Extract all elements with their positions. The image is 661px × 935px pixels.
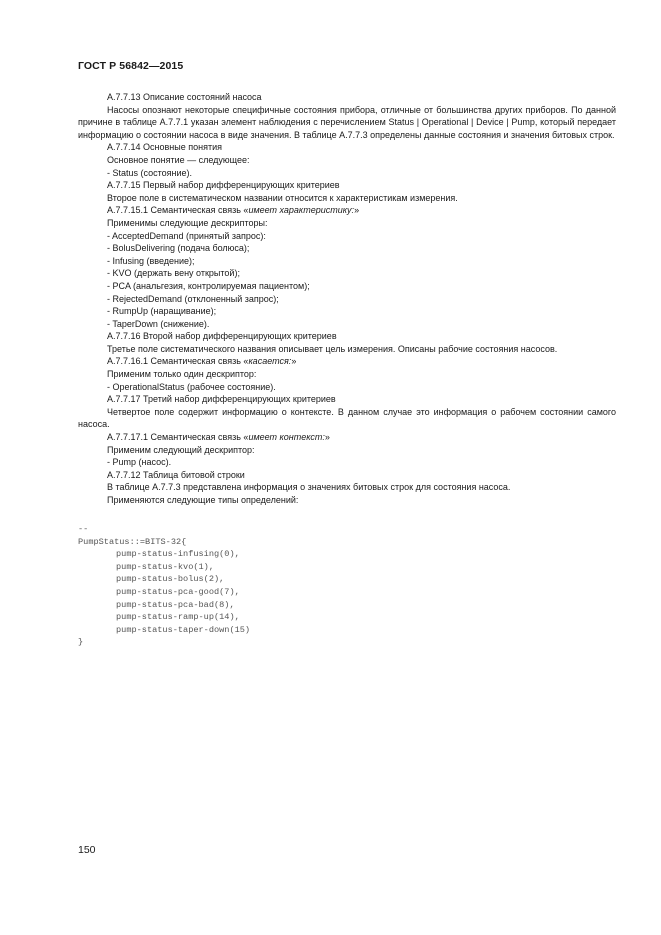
paragraph: A.7.7.16 Второй набор дифференцирующих критериев <box>107 331 337 342</box>
paragraph: Применим только один дескриптор: <box>107 369 257 380</box>
paragraph: A.7.7.15 Первый набор дифференцирующих критериев <box>107 180 340 191</box>
list-item: - KVO (держать вену открытой); <box>107 268 240 279</box>
paragraph: A.7.7.17 Третий набор дифференцирующих критериев <box>107 394 336 405</box>
paragraph: A.7.7.12 Таблица битовой строки <box>107 469 245 480</box>
paragraph: Применим следующий дескриптор: <box>107 444 255 455</box>
code-item: pump-status-pca-good(7), <box>116 586 240 597</box>
document-header: ГОСТ Р 56842—2015 <box>78 60 184 72</box>
code-item: pump-status-taper-down(15) <box>116 624 251 635</box>
code-item: pump-status-infusing(0), <box>116 549 240 560</box>
page-number: 150 <box>78 844 96 856</box>
list-item: - RejectedDemand (отклоненный запрос); <box>107 293 279 304</box>
paragraph: Третье поле систематического названия описывает цель измерения. Описаны рабочие состояния насосов. <box>107 343 558 354</box>
code-item: pump-status-kvo(1), <box>116 561 214 572</box>
code-block <box>78 523 378 649</box>
list-item: - TaperDown (снижение). <box>107 318 210 329</box>
paragraph: A.7.7.14 Основные понятия <box>107 142 222 153</box>
list-item: - Pump (насос). <box>107 457 172 468</box>
list-item: - PCA (анальгезия, контролируемая пациентом); <box>107 280 310 291</box>
paragraph: Второе поле в систематическом названии относится к характеристикам измерения. <box>107 192 458 203</box>
paragraph: Четвертое поле содержит информацию о контексте. В данном случае это информация о рабочем состоянии самого насоса. <box>78 406 616 430</box>
list-item: - Infusing (введение); <box>107 255 195 266</box>
paragraph: A.7.7.13 Описание состояний насоса <box>107 92 262 102</box>
code-close: } <box>78 637 84 648</box>
paragraph: Основное понятие — следующее: <box>107 154 250 165</box>
code-comment: -- <box>78 524 89 534</box>
list-item: - Status (состояние). <box>107 167 193 178</box>
code-item: pump-status-ramp-up(14), <box>116 612 240 623</box>
list-item: - RumpUp (наращивание); <box>107 306 217 317</box>
code-declaration: PumpStatus::=BITS-32{ <box>78 536 187 547</box>
paragraph: Применимы следующие дескрипторы: <box>107 217 268 228</box>
list-item: - BolusDelivering (подача болюса); <box>107 243 250 254</box>
paragraph: Насосы опознают некоторые специфичные состояния прибора, отличные от большинства других приборов. По данной причине в таблице A.7.7.1 указан элемент наблюдения с перечислением Status | Operational | Device | Pump, который передает информацию о состоянии насоса в виде значения. В таблице A.7.7.3 определены данные состояния и значения битовых строк. <box>78 104 616 140</box>
paragraph: A.7.7.15.1 Семантическая связь «имеет характеристику:» <box>107 205 360 216</box>
paragraph: В таблице A.7.7.3 представлена информация о значениях битовых строк для состояния насоса. <box>107 482 511 493</box>
body-text <box>78 91 616 507</box>
paragraph: A.7.7.17.1 Семантическая связь «имеет контекст:» <box>107 432 330 443</box>
code-item: pump-status-bolus(2), <box>116 574 225 585</box>
list-item: - AcceptedDemand (принятый запрос): <box>107 230 266 241</box>
list-item: - OperationalStatus (рабочее состояние). <box>107 381 276 392</box>
paragraph: Применяются следующие типы определений: <box>107 495 299 505</box>
paragraph: A.7.7.16.1 Семантическая связь «касается:» <box>107 356 297 367</box>
code-item: pump-status-pca-bad(8), <box>116 599 235 610</box>
